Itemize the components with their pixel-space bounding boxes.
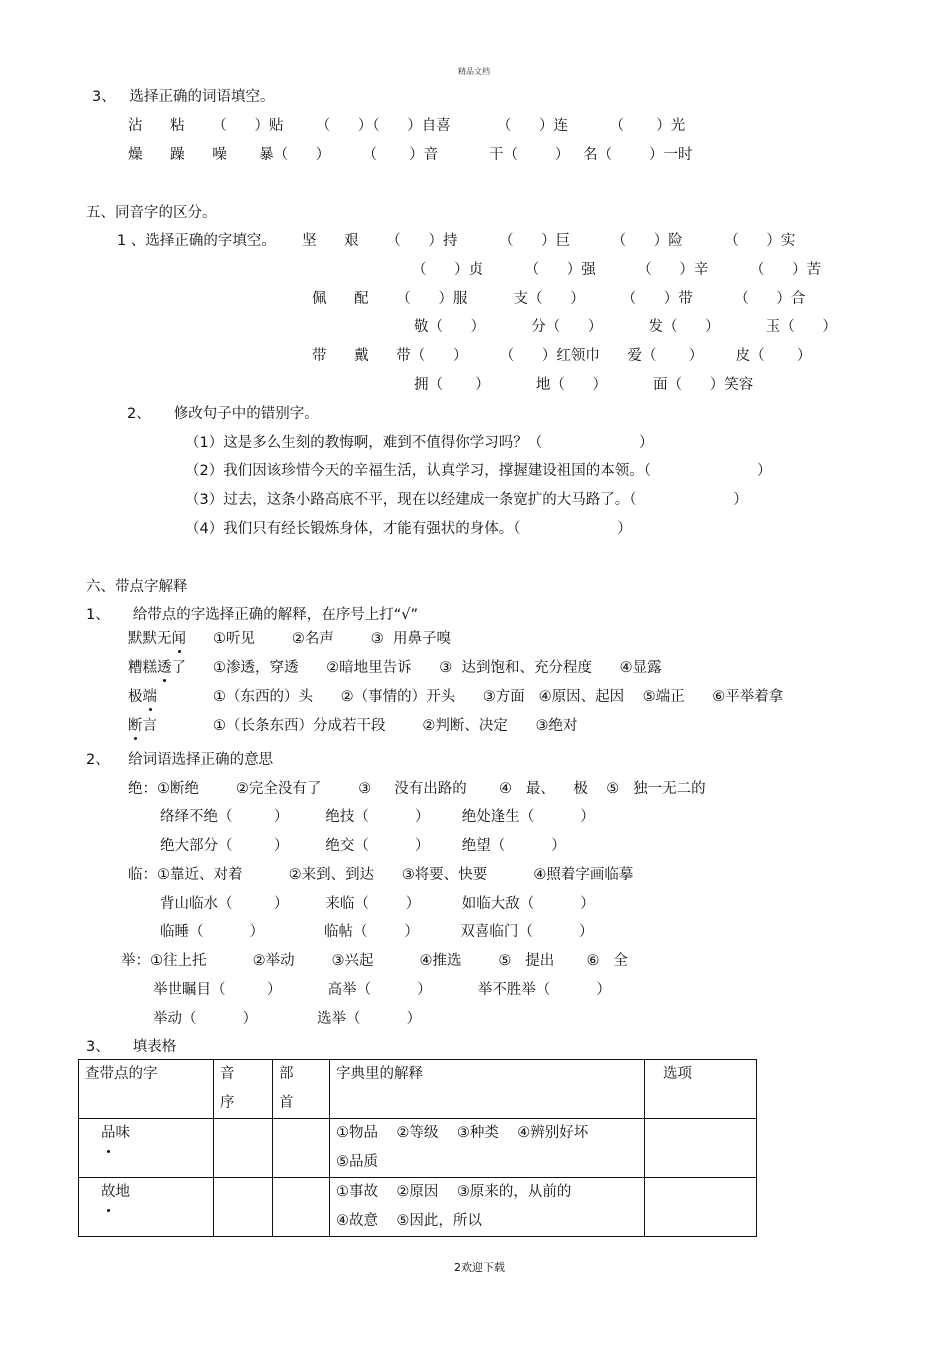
s5-q2-title: 2、 修改句子中的错别字。 — [127, 406, 319, 422]
definition-options: ①（长条东西）分成若干段 ②判断、决定 ③绝对 — [213, 718, 578, 734]
dotted-word: 糟糕透了 — [128, 660, 186, 676]
dotted-char: 故 — [101, 1178, 116, 1207]
lin-row: 背山临水（ ） 来临（ ） 如临大敌（ ） — [160, 896, 595, 912]
lin-row: 临睡（ ） 临帖（ ） 双喜临门（ ） — [160, 924, 594, 940]
s5-line: 佩 配 （ ）服 支（ ） （ ）带 （ ）合 — [312, 291, 806, 307]
s5-line: 敬（ ） 分（ ） 发（ ） 玉（ ） — [414, 319, 837, 335]
table-header-row — [79, 1060, 757, 1119]
s5-q1-intro: 1 、选择正确的字填空。 — [117, 233, 276, 249]
dotted-word: 默默无闻 — [128, 631, 186, 647]
s5-sentence: （2）我们因该珍惜今天的辛福生活，认真学习，撑握建设祖国的本领。（ ） — [185, 463, 772, 479]
table-header-cell: 字典里的解释 — [330, 1060, 645, 1119]
dotted-word: 极端 — [128, 689, 157, 705]
table-cell-option[interactable] — [645, 1178, 757, 1237]
s5-sentence: （4）我们只有经长锻炼身体，才能有强状的身体。（ ） — [185, 521, 632, 537]
table-row — [79, 1119, 757, 1178]
table-cell-explanation: ①事故 ②原因 ③原来的，从前的 ④故意 ⑤因此，所以 — [330, 1178, 645, 1237]
page-footer: 2欢迎下载 — [454, 1261, 505, 1274]
s3-line-2: 燥 躁 噪 暴（ ） （ ）音 干（ ） 名（ ）一时 — [128, 147, 693, 163]
table-cell-radical[interactable] — [273, 1178, 330, 1237]
s5-sentence: （1）这是多么生刻的教悔啊，难到不值得你学习吗？（ ） — [185, 435, 654, 451]
section-5-title: 五、同音字的区分。 — [86, 205, 217, 221]
s5-line: 带 戴 带（ ） （ ）红领巾 爱（ ） 皮（ ） — [312, 348, 812, 364]
lin-definitions: 临：①靠近、对着 ②来到、到达 ③将要、快要 ④照着字画临摹 — [128, 867, 634, 883]
table-cell-option[interactable] — [645, 1119, 757, 1178]
jue-row: 络绎不绝（ ） 绝技（ ） 绝处逢生（ ） — [160, 809, 595, 825]
jue-definitions: 绝：①断绝 ②完全没有了 ③ 没有出路的 ④ 最、 极 ⑤ 独一无二的 — [128, 781, 706, 797]
table-cell-pinyin-order[interactable] — [214, 1119, 273, 1178]
table-header-cell: 部 首 — [273, 1060, 330, 1119]
definition-options: ①渗透，穿透 ②暗地里告诉 ③ 达到饱和、充分程度 ④显露 — [213, 660, 662, 676]
ju-row: 举世瞩目（ ） 高举（ ） 举不胜举（ ） — [153, 982, 611, 998]
dotted-char: 端 — [142, 689, 157, 705]
section-6-title: 六、带点字解释 — [86, 579, 188, 595]
ju-row: 举动（ ） 选举（ ） — [153, 1011, 422, 1027]
ju-definitions: 举：①往上托 ②举动 ③兴起 ④推选 ⑤ 提出 ⑥ 全 — [121, 953, 628, 969]
table-cell-word: 故地 — [79, 1178, 214, 1237]
s5-line: （ ）贞 （ ）强 （ ）辛 （ ）苦 — [412, 262, 822, 278]
s6-q2-title: 2、 给词语选择正确的意思 — [86, 752, 274, 768]
dictionary-table — [78, 1059, 757, 1237]
section-3-title: 3、 选择正确的词语填空。 — [92, 89, 275, 105]
definition-options: ①（东西的）头 ②（事情的）开头 ③方面 ④原因、起因 ⑤端正 ⑥平举着拿 — [213, 689, 784, 705]
dotted-char: 断 — [128, 718, 143, 734]
s5-sentence: （3）过去，这条小路高底不平，现在以经建成一条宽扩的大马路了。（ ） — [185, 492, 748, 508]
s3-line-1: 沾 粘 （ ）贴 （ ）（ ）自喜 （ ）连 （ ）光 — [128, 118, 686, 134]
table-header-cell: 音 序 — [214, 1060, 273, 1119]
table-cell-explanation: ①物品 ②等级 ③种类 ④辨别好坏 ⑤品质 — [330, 1119, 645, 1178]
jue-row: 绝大部分（ ） 绝交（ ） 绝望（ ） — [160, 838, 566, 854]
page-header: 精品文档 — [458, 67, 490, 76]
dotted-char: 闻 — [171, 631, 186, 647]
table-cell-pinyin-order[interactable] — [214, 1178, 273, 1237]
dotted-char: 透 — [157, 660, 172, 676]
table-cell-radical[interactable] — [273, 1119, 330, 1178]
s5-line: 拥（ ） 地（ ） 面（ ）笑容 — [414, 377, 754, 393]
table-header-cell: 查带点的字 — [79, 1060, 214, 1119]
dotted-char: 品 — [101, 1119, 116, 1148]
table-cell-word: 品味 — [79, 1119, 214, 1178]
dotted-word: 断言 — [128, 718, 157, 734]
s6-q1-title: 1、 给带点的字选择正确的解释，在序号上打“√” — [86, 607, 419, 623]
table-row — [79, 1178, 757, 1237]
definition-options: ①听见 ②名声 ③ 用鼻子嗅 — [213, 631, 451, 647]
s5-line: 坚 艰 （ ）持 （ ）巨 （ ）险 （ ）实 — [302, 233, 796, 249]
s6-q3-title: 3、 填表格 — [86, 1039, 177, 1055]
table-header-cell: 选项 — [645, 1060, 757, 1119]
